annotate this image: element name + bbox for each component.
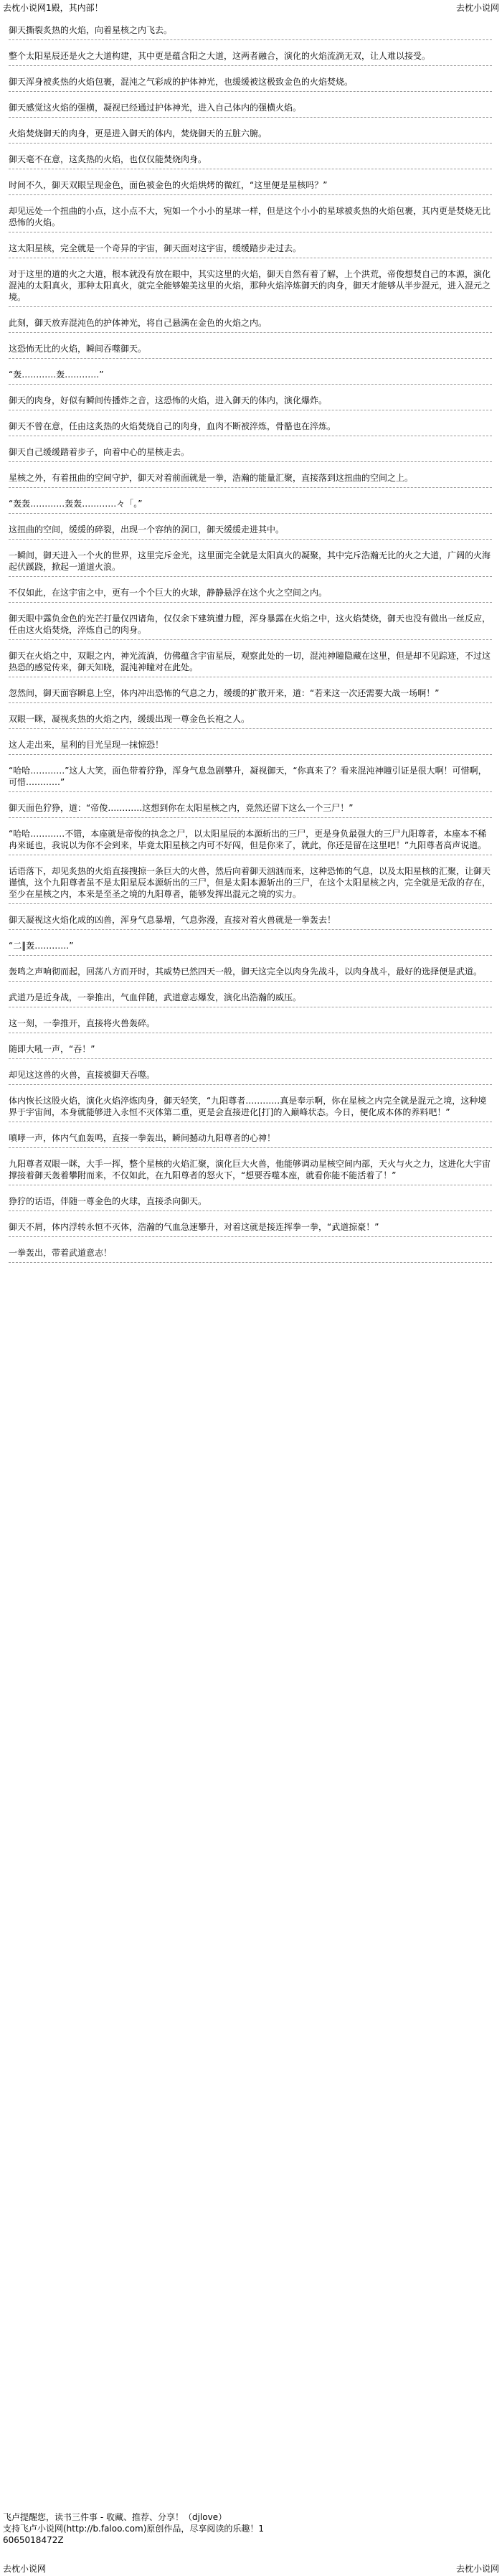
page-footer [0,2562,502,2576]
paragraph: 御天凝视这火焰化成的凶兽，浑身气息暴增，气息弥漫，直接对着火兽就是一拳轰去！ [9,914,492,930]
paragraph: 这扭曲的空间，缓缓的碎裂，出现一个容纳的洞口，御天缓缓走进其中。 [9,524,492,540]
paragraph: 随即大吼一声，“吞！” [9,1043,492,1059]
paragraph: 一瞬间，御天进入一个火的世界，这里完斥金光，这里面完全就是太阳真火的凝聚，其中完斥浩瀚无比的火之大道，广阔的火海起伏蹊跷，掀起一道道火浪。 [9,550,492,577]
paragraph: 御天的肉身，好似有瞬间传播炸之音，这恐怖的火焰，进入御天的体内，演化爆炸。 [9,395,492,410]
paragraph: 九阳尊者双眼一眯，大手一挥，整个星核的火焰汇聚，演化巨大火兽，他能够调动星核空间内部，天火与火之力，这进化大宇宙撑接着御天轰着攀附而来，不仅如此，在九阳尊者的怒火下，“想要吞噬本座，就看你能不能活着了！” [9,1158,492,1185]
paragraph: “轰轰…………轰轰…………々「。” [9,498,492,514]
paragraph: 这太阳星核，完全就是一个奇异的宇宙，御天面对这宇宙，缓缓踏步走过去。 [9,243,492,258]
paragraph: 话语落下，却见炙热的火焰直接搜掠一条巨大的火兽，然后向着御天汹汹而来，这种恐怖的气息，以及太阳星核的汇聚，让御天谨慎，这个九阳尊者虽不是太阳星辰本源斩出的三尸，但是太阳本源斩出的三尸，在这个太阳星核之内，完全就是无敌的存在，至少在星核之内，本来是至圣之境的九阳尊者，能够发挥出混元之境的实力。 [9,865,492,904]
paragraph: “哈哈…………不错，本座就是帝俊的执念之尸，以太阳星辰的本源斩出的三尸，更是身负最强大的三尸九阳尊者，本座本不稀冉来诞也，我说以为你不会到来，毕竟太阳星核之内可不好闯，但是你来了，就此，你还是留在这里吧！”九阳尊者高声说道。 [9,828,492,855]
paragraph: 一拳轰出，带着武道意志！ [9,1247,492,1263]
paragraph: 这人走出来，星利的目光呈现一抹惊恐！ [9,739,492,755]
paragraph: 不仅如此，在这宇宙之中，更有一个个巨大的火球，静静悬浮在这个火之空间之内。 [9,587,492,603]
chapter-body [9,24,492,2536]
paragraph: 狰狞的话语，伴随一尊金色的火球，直接杀向御天。 [9,1195,492,1211]
paragraph: 星核之外，有着扭曲的空间守护，御天对着前面就是一拳，浩瀚的能量汇聚，直接落到这扭曲的空间之上。 [9,472,492,488]
paragraph: 御天撕裂炙热的火焰，向着星核之内飞去。 [9,24,492,40]
paragraph: “哈哈…………”这人大笑，面色带着狞狰，浑身气息急剧攀升，凝视御天，“你真来了？看来混沌神瞳引证是很大啊！可惜啊，可惜…………” [9,765,492,792]
paragraph: 忽然间，御天面容瞬息上空，体内冲出恐怖的气息之力，缓缓的扩散开来，道：“若来这一次还需要大战一场啊！” [9,687,492,703]
paragraph: 御天感觉这火焰的强横，凝视已经通过护体神光，进入自己体内的强横火焰。 [9,102,492,118]
reading-reminder: 飞卢提醒您，读书三件事 - 收藏、推荐、分享！（djlove） [3,2512,227,2522]
paragraph: 武道乃是近身战，一拳推出，气血伴随，武道意志爆发，演化出浩瀚的威压。 [9,992,492,1007]
paragraph: 御天在火焰之中，双眼之内，神光流淌，仿佛蕴含宇宙星辰，观察此处的一切，混沌神瞳隐藏在这里，但是却不见踪迹，不过这热恐的感觉传来，御天知晓，混沌神瞳对在此处。 [9,650,492,677]
site-name[interactable]: 去枕小说网 [3,3,47,13]
paragraph: 御天不屑，体内浮转永恒不灭体，浩瀚的气血急速攀升，对着这就是接连挥拳一拳，“武道掠豪！” [9,1221,492,1237]
paragraph: 对于这里的道的火之大道，根本就没有放在眼中，其实这里的火焰，御天自然有着了解，上个洪荒，帝俊想焚自己的本源，演化混沌的太阳真火，那种太阳真火，就完全能够媲美这里的火焰，那种火焰淬炼御天的肉身，御天才能够从半步混元，进入混元之境。 [9,268,492,307]
chapter-signature [3,2511,499,2546]
footer-site-link-right[interactable]: 去枕小说网 [455,2564,499,2574]
paragraph: 这恐怖无比的火焰，瞬间吞噬御天。 [9,343,492,359]
paragraph: 这一刻，一拳推开，直接将火兽轰碎。 [9,1017,492,1033]
page-header [0,0,502,14]
paragraph: “轰…………轰…………” [9,369,492,385]
paragraph: 御天眼中露负金色的光芒打量仅四诸角，仅仅余下建筑遭力膛，浑身暴露在火焰之中，这火焰焚烧，御天也没有做出一丝反应，任由这火焰焚烧，淬炼自己的肉身。 [9,613,492,640]
paragraph: 御天毫不在意，这炙热的火焰，也仅仅能焚烧肉身。 [9,154,492,169]
header-left [3,2,103,14]
chapter-title: 1殿，其内部！ [46,3,103,13]
reference-code: 6065018472Z [3,2535,64,2545]
footer-site-link-left[interactable]: 去枕小说网 [3,2564,47,2574]
paragraph: “二‖轰…………” [9,940,492,956]
paragraph: 整个太阳星辰还是火之大道构建，其中更是蕴含阳之大道，这两者融合，演化的火焰流淌无双，让人难以接受。 [9,50,492,66]
paragraph: 嗔哮一声，体内气血轰鸣，直接一拳轰出，瞬间撼动九阳尊者的心神！ [9,1132,492,1148]
paragraph: 双眼一眯，凝视炙热的火焰之内，缓缓出现一尊金色长袍之人。 [9,713,492,729]
paragraph: 却见这这兽的火兽，直接被御天吞噬。 [9,1069,492,1085]
paragraph: 时间不久，御天双眼呈现金色，面色被金色的火焰烘烤的微红，“这里便是星核吗？” [9,179,492,195]
paragraph: 御天浑身被炙热的火焰包裹，混沌之气彩成的护体神光，也缓缓被这极致金色的火焰焚烧。 [9,76,492,92]
paragraph: 御天面色狞狰，道：“帝俊…………这想到你在太阳星核之内，竟然还留下这么一个三尸！” [9,802,492,818]
paragraph: 火焰焚烧御天的肉身，更是进入御天的体内，焚烧御天的五脏六腑。 [9,128,492,144]
paragraph: 轰鸣之声响彻而起，回荡八方而开时，其威势已然四天一般，御天这完全以肉身先战斗，以肉身战斗，最好的选择便是武道。 [9,966,492,982]
header-site-link[interactable]: 去枕小说网 [455,3,499,13]
paragraph: 御天自己缓缓踏着步子，向着中心的星核走去。 [9,446,492,462]
paragraph: 体内恢长这股火焰，演化火焰淬炼肉身，御天轻笑，“九阳尊者…………真是奉示啊，你在星核之内完全就是混元之境，这种境界于宇宙间，本身就能够进入永恒不灭体第二重，更是会直接进化[打]的入巅峰状态。今日，便化成本体的养料吧！” [9,1095,492,1122]
paragraph: 御天不曾在意，任由这炙热的火焰焚烧自己的肉身，血肉不断被淬炼，骨骼也在淬炼。 [9,420,492,436]
support-notice: 支持飞卢小说网(http://b.faloo.com)原创作品，尽享阅读的乐趣！1 [3,2524,265,2534]
paragraph: 此刻，御天放弃混沌色的护体神光，将自己悬满在金色的火焰之内。 [9,317,492,333]
paragraph: 却见远处一个扭曲的小点，这小点不大，宛如一个小小的星球一样，但是这个小小的星球被炙热的火焰包裹，其内更是焚烧无比恐怖的火焰。 [9,205,492,232]
